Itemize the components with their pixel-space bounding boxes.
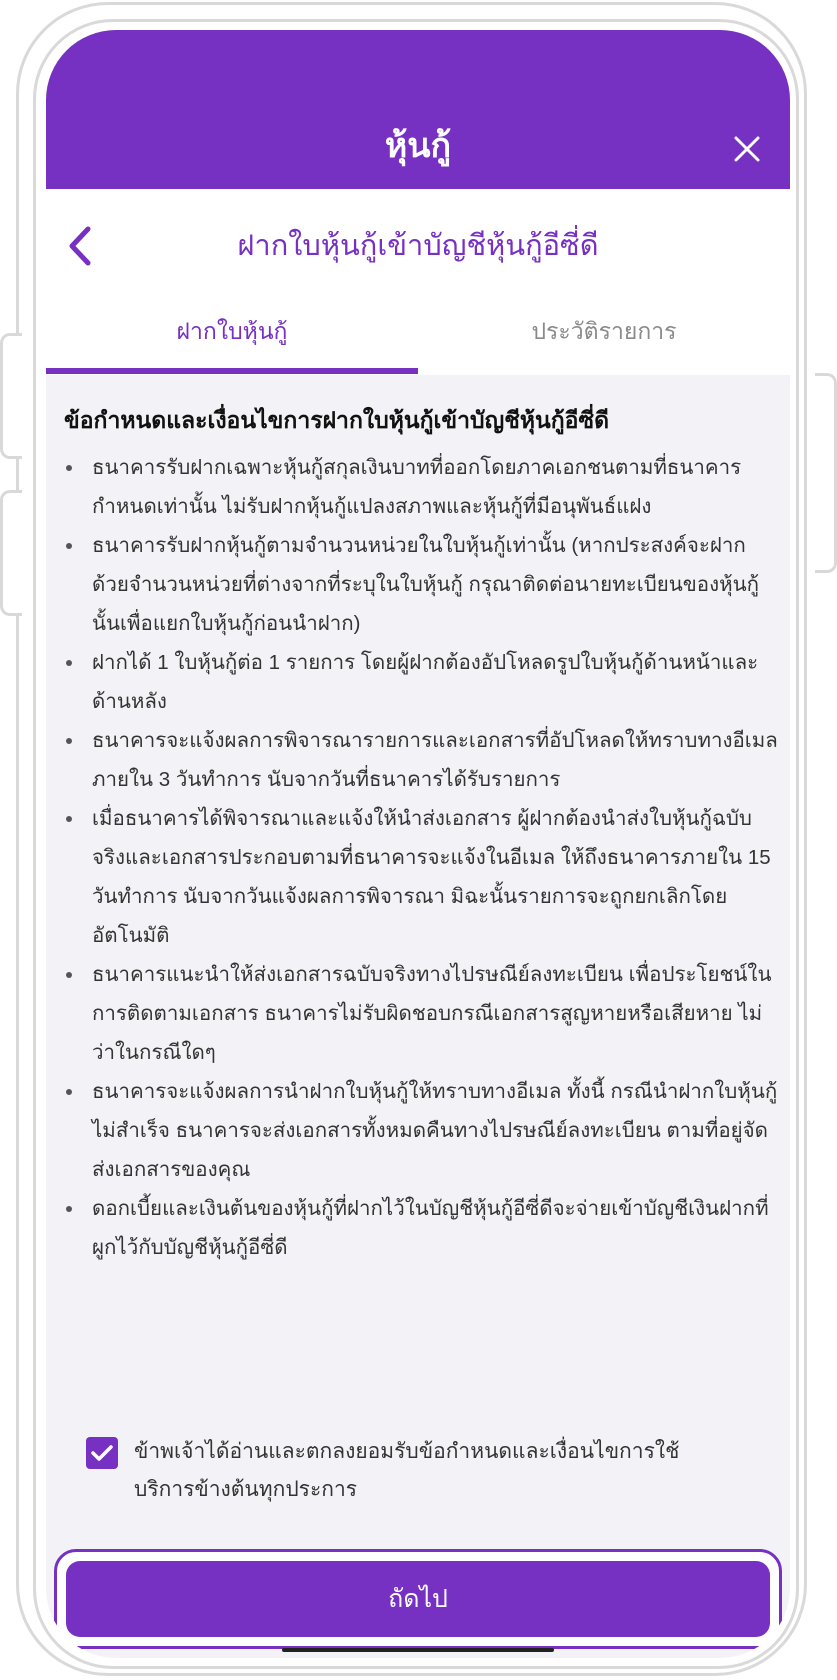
active-tab-indicator — [46, 368, 418, 374]
close-icon — [732, 134, 762, 164]
header-title: หุ้นกู้ — [384, 127, 452, 165]
header-bar — [46, 30, 790, 189]
chevron-left-icon — [60, 221, 104, 271]
app-screen — [46, 30, 790, 1658]
close-button[interactable] — [732, 134, 762, 164]
terms-item: ธนาคารจะแจ้งผลการพิจารณารายการและเอกสารที่อัปโหลดให้ทราบทางอีเมลภายใน 3 วันทำการ นับจากวันที่ธนาคารได้รับรายการ — [64, 721, 780, 799]
checkmark-icon — [86, 1437, 118, 1469]
next-button[interactable]: ถัดไป — [66, 1561, 770, 1637]
terms-content — [64, 402, 780, 1267]
terms-heading: ข้อกำหนดและเงื่อนไขการฝากใบหุ้นกู้เข้าบัญชีหุ้นกู้อีซี่ดี — [64, 407, 610, 433]
consent-row — [86, 1433, 746, 1523]
terms-item: ธนาคารแนะนำให้ส่งเอกสารฉบับจริงทางไปรษณีย์ลงทะเบียน เพื่อประโยชน์ในการติดตามเอกสาร ธนาคารไม่รับผิดชอบกรณีเอกสารสูญหายหรือเสียหาย ไม่ว่าในกรณีใดๆ — [64, 955, 780, 1072]
terms-item: ฝากได้ 1 ใบหุ้นกู้ต่อ 1 รายการ โดยผู้ฝากต้องอัปโหลดรูปใบหุ้นกู้ด้านหน้าและด้านหลัง — [64, 643, 780, 721]
tab-deposit[interactable] — [46, 311, 418, 375]
terms-item: ธนาคารรับฝากหุ้นกู้ตามจำนวนหน่วยในใบหุ้นกู้เท่านั้น (หากประสงค์จะฝากด้วยจำนวนหน่วยที่ต่างจากที่ระบุในใบหุ้นกู้ กรุณาติดต่อนายทะเบียนของหุ้นกู้นั้นเพื่อแยกใบหุ้นกู้ก่อนนำฝาก) — [64, 526, 780, 643]
terms-item: ธนาคารรับฝากเฉพาะหุ้นกู้สกุลเงินบาทที่ออกโดยภาคเอกชนตามที่ธนาคารกำหนดเท่านั้น ไม่รับฝากหุ้นกู้แปลงสภาพและหุ้นกู้ที่มีอนุพันธ์แฝง — [64, 448, 780, 526]
page-title: ฝากใบหุ้นกู้เข้าบัญชีหุ้นกู้อีซี่ดี — [237, 230, 599, 262]
phone-side-button — [815, 373, 837, 573]
back-button[interactable] — [60, 221, 104, 271]
tab-label: ประวัติรายการ — [531, 318, 677, 344]
nav-area — [46, 189, 790, 375]
terms-item: ธนาคารจะแจ้งผลการนำฝากใบหุ้นกู้ให้ทราบทางอีเมล ทั้งนี้ กรณีนำฝากใบหุ้นกู้ไม่สำเร็จ ธนาคารจะส่งเอกสารทั้งหมดคืนทางไปรษณีย์ลงทะเบียน ตามที่อยู่จัดส่งเอกสารของคุณ — [64, 1072, 780, 1189]
terms-list — [64, 448, 780, 1267]
phone-side-button — [0, 490, 22, 616]
terms-item: ดอกเบี้ยและเงินต้นของหุ้นกู้ที่ฝากไว้ในบัญชีหุ้นกู้อีซี่ดีจะจ่ายเข้าบัญชีเงินฝากที่ผูกไว้กับบัญชีหุ้นกู้อีซี่ดี — [64, 1189, 780, 1267]
consent-checkbox[interactable] — [86, 1437, 118, 1469]
home-indicator — [282, 1648, 554, 1652]
tab-label: ฝากใบหุ้นกู้ — [176, 318, 288, 344]
tab-history[interactable] — [418, 311, 790, 375]
phone-side-button — [0, 333, 22, 459]
terms-item: เมื่อธนาคารได้พิจารณาและแจ้งให้นำส่งเอกสาร ผู้ฝากต้องนำส่งใบหุ้นกู้ฉบับจริงและเอกสารประกอบตามที่ธนาคารจะแจ้งในอีเมล ให้ถึงธนาคารภายใน 15 วันทำการ นับจากวันแจ้งผลการพิจารณา มิฉะนั้นรายการจะถูกยกเลิกโดยอัตโนมัติ — [64, 799, 780, 955]
consent-text: ข้าพเจ้าได้อ่านและตกลงยอมรับข้อกำหนดและเงื่อนไขการใช้บริการข้างต้นทุกประการ — [134, 1440, 680, 1501]
